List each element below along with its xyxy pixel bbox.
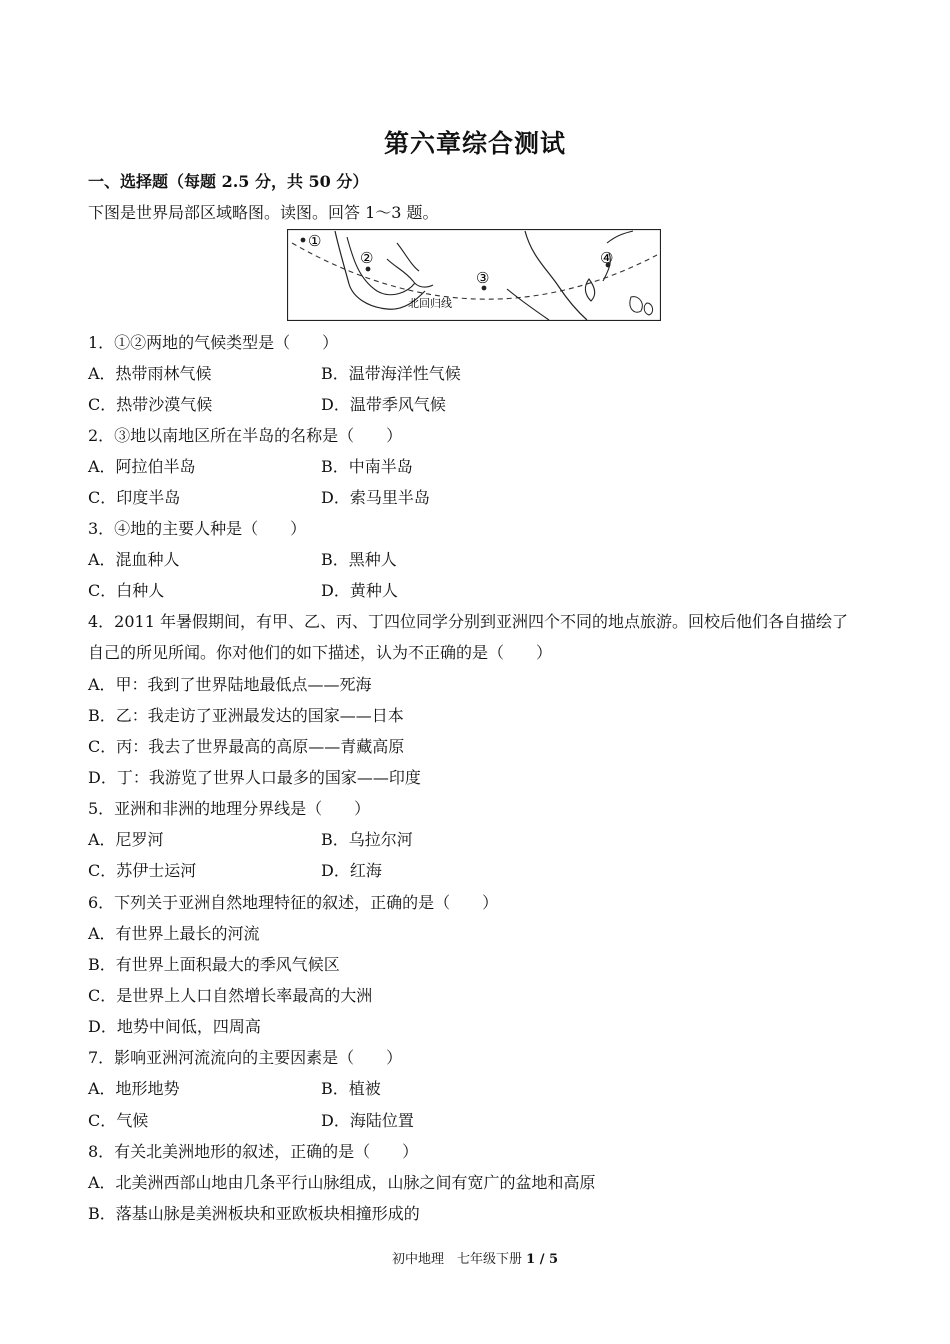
q3-option-c[interactable]: C．白种人 xyxy=(88,581,165,600)
option-row xyxy=(88,581,398,601)
section-heading: 一、选择题（每题 2.5 分，共 50 分） xyxy=(88,172,369,191)
map-frame xyxy=(288,230,661,321)
q3-option-d[interactable]: D．黄种人 xyxy=(321,581,398,600)
option-row xyxy=(88,457,413,477)
footer-text: 初中地理 七年级下册 xyxy=(391,1252,522,1267)
tropic-label: 北回归线 xyxy=(408,297,452,310)
question-1: 1．①②两地的气候类型是（ ） xyxy=(88,333,339,352)
option-row xyxy=(88,488,430,508)
option-row xyxy=(88,364,461,384)
option-row xyxy=(88,830,413,850)
q4-option-c[interactable]: C．丙：我去了世界最高的高原——青藏高原 xyxy=(88,737,405,756)
intro-text: 下图是世界局部区域略图。读图。回答 1～3 题。 xyxy=(88,203,439,222)
question-7: 7．影响亚洲河流流向的主要因素是（ ） xyxy=(88,1048,403,1067)
q8-option-a[interactable]: A．北美洲西部山地由几条平行山脉组成，山脉之间有宽广的盆地和高原 xyxy=(88,1173,596,1192)
q7-option-b[interactable]: B．植被 xyxy=(321,1079,381,1098)
marker-dot-2 xyxy=(366,267,371,272)
option-row xyxy=(88,550,397,570)
question-4-line-2: 自己的所见所闻。你对他们的如下描述，认为不正确的是（ ） xyxy=(88,643,553,662)
q7-option-c[interactable]: C．气候 xyxy=(88,1111,149,1130)
q4-option-a[interactable]: A．甲：我到了世界陆地最低点——死海 xyxy=(88,675,372,694)
q5-option-a[interactable]: A．尼罗河 xyxy=(88,830,164,849)
option-row xyxy=(88,1079,381,1099)
q6-option-c[interactable]: C．是世界上人口自然增长率最高的大洲 xyxy=(88,986,373,1005)
page-footer xyxy=(0,1248,950,1267)
q6-option-d[interactable]: D．地势中间低，四周高 xyxy=(88,1017,261,1036)
q3-option-a[interactable]: A．混血种人 xyxy=(88,550,180,569)
question-8: 8．有关北美洲地形的叙述，正确的是（ ） xyxy=(88,1142,419,1161)
option-row xyxy=(88,1111,414,1131)
q6-option-a[interactable]: A．有世界上最长的河流 xyxy=(88,924,260,943)
q3-option-b[interactable]: B．黑种人 xyxy=(321,550,397,569)
q8-option-b[interactable]: B．落基山脉是美洲板块和亚欧板块相撞形成的 xyxy=(88,1204,420,1223)
q6-option-b[interactable]: B．有世界上面积最大的季风气候区 xyxy=(88,955,340,974)
question-2: 2．③地以南地区所在半岛的名称是（ ） xyxy=(88,426,403,445)
question-6: 6．下列关于亚洲自然地理特征的叙述，正确的是（ ） xyxy=(88,893,499,912)
q1-option-d[interactable]: D．温带季风气候 xyxy=(321,395,446,414)
q1-option-a[interactable]: A．热带雨林气候 xyxy=(88,364,212,383)
q7-option-a[interactable]: A．地形地势 xyxy=(88,1079,180,1098)
region-map xyxy=(287,229,661,321)
q1-option-b[interactable]: B．温带海洋性气候 xyxy=(321,364,461,383)
option-row xyxy=(88,861,382,881)
q2-option-b[interactable]: B．中南半岛 xyxy=(321,457,413,476)
q1-option-c[interactable]: C．热带沙漠气候 xyxy=(88,395,213,414)
q4-option-b[interactable]: B．乙：我走访了亚洲最发达的国家——日本 xyxy=(88,706,404,725)
marker-4: ④ xyxy=(600,249,614,267)
q5-option-b[interactable]: B．乌拉尔河 xyxy=(321,830,413,849)
question-5: 5．亚洲和非洲的地理分界线是（ ） xyxy=(88,799,371,818)
q2-option-c[interactable]: C．印度半岛 xyxy=(88,488,181,507)
option-row xyxy=(88,395,446,415)
marker-3: ③ xyxy=(476,269,490,287)
q5-option-c[interactable]: C．苏伊士运河 xyxy=(88,861,197,880)
q2-option-d[interactable]: D．索马里半岛 xyxy=(321,488,430,507)
q7-option-d[interactable]: D．海陆位置 xyxy=(321,1111,414,1130)
marker-1: ① xyxy=(308,232,322,250)
q2-option-a[interactable]: A．阿拉伯半岛 xyxy=(88,457,196,476)
question-3: 3．④地的主要人种是（ ） xyxy=(88,519,307,538)
page-number: 1 / 5 xyxy=(526,1252,559,1267)
q4-option-d[interactable]: D．丁：我游览了世界人口最多的国家——印度 xyxy=(88,768,421,787)
q5-option-d[interactable]: D．红海 xyxy=(321,861,382,880)
question-4-line-1: 4．2011 年暑假期间，有甲、乙、丙、丁四位同学分别到亚洲四个不同的地点旅游。回校后他们各自描绘了 xyxy=(88,612,848,631)
marker-dot-1 xyxy=(301,238,306,243)
page-title: 第六章综合测试 xyxy=(383,129,566,158)
marker-2: ② xyxy=(360,249,374,267)
